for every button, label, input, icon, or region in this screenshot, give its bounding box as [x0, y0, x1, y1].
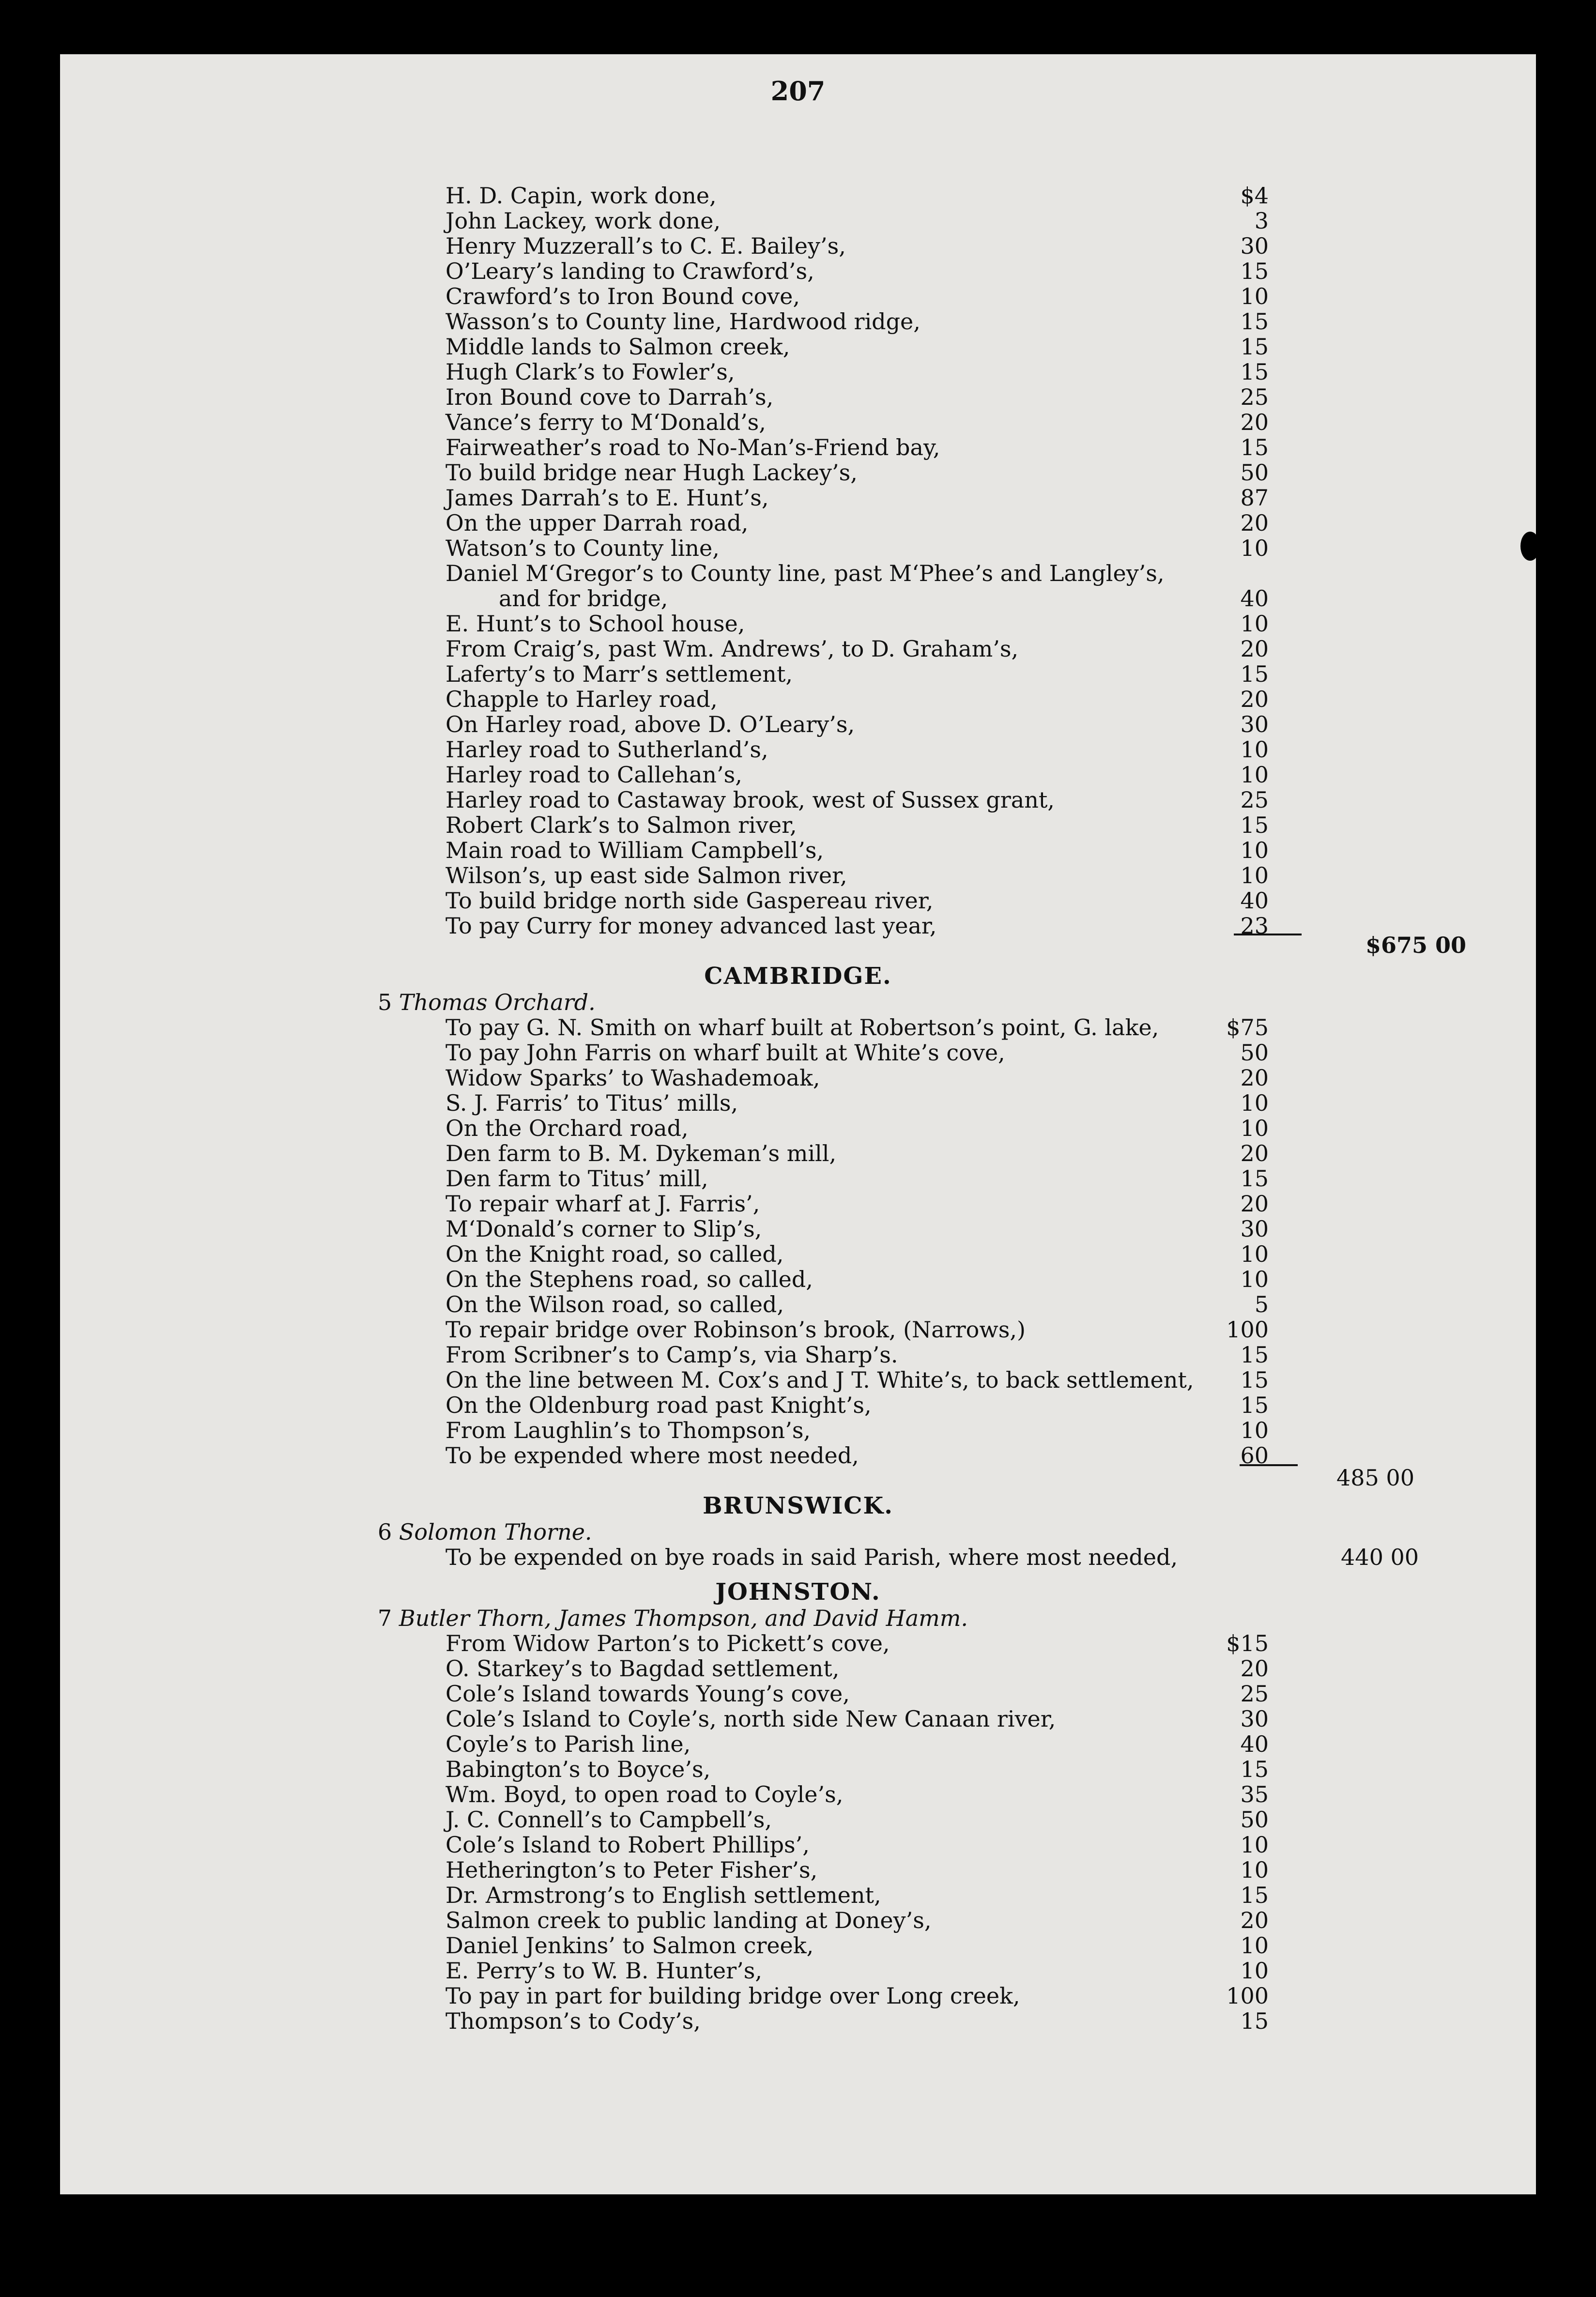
- item-amount: 10: [1240, 1932, 1269, 1959]
- item-description: From Scribner’s to Camp’s, via Sharp’s.: [445, 1342, 898, 1368]
- item-amount: 20: [1240, 1907, 1269, 1933]
- line-item: [0, 687, 1596, 712]
- item-description: On Harley road, above D. O’Leary’s,: [445, 711, 855, 737]
- item-amount: 15: [1240, 661, 1269, 687]
- line-item: [0, 536, 1596, 561]
- line-item: [0, 460, 1596, 485]
- item-amount: 40: [1240, 585, 1269, 612]
- item-amount: 30: [1240, 711, 1269, 737]
- item-amount: 20: [1240, 1140, 1269, 1166]
- commissioner-names: Butler Thorn, James Thompson, and David Hamm.: [399, 1605, 968, 1631]
- line-item: [0, 1040, 1596, 1065]
- line-item: [0, 1241, 1596, 1267]
- item-amount: 10: [1240, 1241, 1269, 1267]
- item-amount: 15: [1240, 812, 1269, 838]
- line-item: [0, 787, 1596, 812]
- item-amount: 10: [1240, 535, 1269, 561]
- item-description: To pay G. N. Smith on wharf built at Robertson’s point, G. lake,: [445, 1014, 1159, 1041]
- item-amount: $15: [1226, 1630, 1269, 1656]
- line-item: [0, 1933, 1596, 1958]
- line-item: [0, 208, 1596, 233]
- line-item: [0, 1883, 1596, 1908]
- line-item: [0, 1757, 1596, 1782]
- item-amount: 15: [1240, 2008, 1269, 2034]
- item-description: J. C. Connell’s to Campbell’s,: [445, 1807, 772, 1833]
- item-description: E. Perry’s to W. B. Hunter’s,: [445, 1958, 762, 1984]
- item-amount: 10: [1240, 1115, 1269, 1141]
- item-amount: 20: [1240, 409, 1269, 435]
- item-description: Dr. Armstrong’s to English settlement,: [445, 1882, 881, 1908]
- page-number: 207: [770, 76, 826, 107]
- line-item: [0, 1393, 1596, 1418]
- item-description: Wm. Boyd, to open road to Coyle’s,: [445, 1781, 844, 1807]
- item-amount: $75: [1226, 1014, 1269, 1041]
- commissioner-names: Solomon Thorne.: [399, 1519, 592, 1545]
- item-description: and for bridge,: [499, 585, 668, 612]
- item-amount: 10: [1240, 1417, 1269, 1443]
- line-item: [0, 1681, 1596, 1706]
- item-amount: 10: [1240, 762, 1269, 788]
- parish-number: 5: [378, 989, 392, 1015]
- line-item: [0, 1983, 1596, 2008]
- line-item: [0, 1292, 1596, 1317]
- item-amount: 10: [1240, 1090, 1269, 1116]
- line-item: [0, 712, 1596, 737]
- item-amount: 15: [1240, 1392, 1269, 1418]
- item-amount: 15: [1240, 359, 1269, 385]
- item-description: From Craig’s, past Wm. Andrews’, to D. Graham’s,: [445, 636, 1019, 662]
- item-description: On the Wilson road, so called,: [445, 1291, 784, 1317]
- line-item: [0, 1116, 1596, 1141]
- item-description: Wasson’s to County line, Hardwood ridge,: [445, 308, 921, 335]
- line-item: [0, 661, 1596, 687]
- item-description: Watson’s to County line,: [445, 535, 720, 561]
- item-description: Vance’s ferry to M‘Donald’s,: [445, 409, 766, 435]
- scan-speck: [1520, 532, 1540, 561]
- section-heading: JOHNSTON.: [715, 1578, 881, 1606]
- total-rule: [1234, 934, 1302, 935]
- item-amount: 10: [1240, 1958, 1269, 1984]
- item-description: To repair bridge over Robinson’s brook, (Narrows,): [445, 1317, 1026, 1343]
- line-item: [0, 259, 1596, 284]
- line-item: [0, 359, 1596, 384]
- line-item: [0, 1191, 1596, 1216]
- item-amount: 30: [1240, 1216, 1269, 1242]
- line-item: [0, 1267, 1596, 1292]
- item-description: To build bridge north side Gaspereau river,: [445, 888, 934, 914]
- item-amount: 10: [1240, 1857, 1269, 1883]
- item-description: On the upper Darrah road,: [445, 510, 749, 536]
- item-amount: 50: [1240, 1040, 1269, 1066]
- line-item: [0, 1090, 1596, 1116]
- item-description: On the Orchard road,: [445, 1115, 689, 1141]
- line-item: [0, 1857, 1596, 1883]
- item-description: E. Hunt’s to School house,: [445, 611, 745, 637]
- section-heading: CAMBRIDGE.: [704, 963, 892, 990]
- item-amount: 20: [1240, 510, 1269, 536]
- line-item: [0, 762, 1596, 787]
- line-item: [0, 1631, 1596, 1656]
- item-amount: $4: [1240, 183, 1269, 209]
- line-item: [0, 1706, 1596, 1731]
- item-description: John Lackey, work done,: [445, 208, 721, 234]
- item-amount: 87: [1240, 485, 1269, 511]
- item-amount: 15: [1240, 1367, 1269, 1393]
- item-amount: 40: [1240, 1731, 1269, 1757]
- item-amount: 15: [1240, 1882, 1269, 1908]
- item-amount: 15: [1240, 258, 1269, 284]
- item-amount: 25: [1240, 384, 1269, 410]
- item-description: O. Starkey’s to Bagdad settlement,: [445, 1655, 840, 1682]
- item-description: To pay John Farris on wharf built at White’s cove,: [445, 1040, 1005, 1066]
- line-item: [0, 410, 1596, 435]
- item-amount: 15: [1240, 1165, 1269, 1192]
- item-description: On the Knight road, so called,: [445, 1241, 784, 1267]
- item-amount: 35: [1240, 1781, 1269, 1807]
- line-item: [0, 334, 1596, 359]
- commissioner-names: Thomas Orchard.: [399, 989, 596, 1015]
- item-amount: 40: [1240, 888, 1269, 914]
- item-description: Chapple to Harley road,: [445, 686, 718, 712]
- line-item: [0, 1342, 1596, 1367]
- item-description: From Laughlin’s to Thompson’s,: [445, 1417, 811, 1443]
- item-description: Daniel Jenkins’ to Salmon creek,: [445, 1932, 814, 1959]
- item-amount: 50: [1240, 459, 1269, 486]
- line-item: [0, 1367, 1596, 1393]
- item-amount: 10: [1240, 283, 1269, 309]
- line-item: [0, 1782, 1596, 1807]
- item-amount: 10: [1240, 611, 1269, 637]
- line-item: [0, 812, 1596, 838]
- item-description: James Darrah’s to E. Hunt’s,: [445, 485, 769, 511]
- item-description: To repair wharf at J. Farris’,: [445, 1191, 760, 1217]
- line-item: [0, 284, 1596, 309]
- item-description: Fairweather’s road to No-Man’s-Friend bay,: [445, 434, 940, 460]
- line-item: [0, 1216, 1596, 1241]
- item-amount: 25: [1240, 787, 1269, 813]
- item-amount: 30: [1240, 1706, 1269, 1732]
- line-item: [0, 1656, 1596, 1681]
- item-description: Den farm to Titus’ mill,: [445, 1165, 708, 1192]
- line-item: [0, 1807, 1596, 1832]
- scan-speck: [15, 2101, 23, 2145]
- item-description: Henry Muzzerall’s to C. E. Bailey’s,: [445, 233, 846, 259]
- item-description: Harley road to Castaway brook, west of Sussex grant,: [445, 787, 1055, 813]
- item-description: Laferty’s to Marr’s settlement,: [445, 661, 793, 687]
- line-item: [0, 1731, 1596, 1757]
- item-amount: 10: [1240, 1832, 1269, 1858]
- item-description: H. D. Capin, work done,: [445, 183, 717, 209]
- item-description: Coyle’s to Parish line,: [445, 1731, 691, 1757]
- line-item: [0, 1958, 1596, 1983]
- item-description: Main road to William Campbell’s,: [445, 837, 824, 863]
- item-amount: 10: [1240, 862, 1269, 888]
- item-description: O’Leary’s landing to Crawford’s,: [445, 258, 814, 284]
- item-description: M‘Donald’s corner to Slip’s,: [445, 1216, 762, 1242]
- line-item: [0, 1015, 1596, 1040]
- item-description: To be expended where most needed,: [445, 1442, 859, 1469]
- item-description: Den farm to B. M. Dykeman’s mill,: [445, 1140, 837, 1166]
- parish-number: 6: [378, 1519, 392, 1545]
- item-description: Widow Sparks’ to Washademoak,: [445, 1065, 820, 1091]
- item-description: On the Oldenburg road past Knight’s,: [445, 1392, 872, 1418]
- item-description: Harley road to Sutherland’s,: [445, 736, 768, 763]
- line-item: [0, 1065, 1596, 1090]
- commissioners-line: [378, 990, 596, 1015]
- section-total: 485 00: [1336, 1465, 1414, 1491]
- section-heading: BRUNSWICK.: [703, 1492, 893, 1519]
- item-description: Cole’s Island towards Young’s cove,: [445, 1681, 850, 1707]
- item-description: On the Stephens road, so called,: [445, 1266, 813, 1292]
- item-description: Cole’s Island to Robert Phillips’,: [445, 1832, 810, 1858]
- line-item: [0, 838, 1596, 863]
- line-item: [0, 183, 1596, 208]
- line-item: [0, 309, 1596, 334]
- item-description: Daniel M‘Gregor’s to County line, past M‘Phee’s and Langley’s,: [445, 560, 1165, 586]
- line-item: [0, 611, 1596, 636]
- item-amount: 15: [1240, 434, 1269, 460]
- item-amount: 100: [1226, 1317, 1269, 1343]
- line-item: [0, 1832, 1596, 1857]
- line-item: [0, 636, 1596, 661]
- item-amount: 60: [1240, 1442, 1269, 1469]
- line-item: [0, 1908, 1596, 1933]
- line-item: [0, 2008, 1596, 2034]
- item-description: Iron Bound cove to Darrah’s,: [445, 384, 774, 410]
- item-amount: 20: [1240, 1191, 1269, 1217]
- item-amount: 440 00: [1341, 1544, 1419, 1570]
- item-description: S. J. Farris’ to Titus’ mills,: [445, 1090, 738, 1116]
- item-amount: 100: [1226, 1983, 1269, 2009]
- item-description: Crawford’s to Iron Bound cove,: [445, 283, 800, 309]
- line-item: [0, 737, 1596, 762]
- item-amount: 15: [1240, 1342, 1269, 1368]
- commissioners-line: [378, 1606, 968, 1631]
- item-amount: 3: [1254, 208, 1269, 234]
- item-amount: 10: [1240, 1266, 1269, 1292]
- line-item: [0, 485, 1596, 510]
- item-amount: 50: [1240, 1807, 1269, 1833]
- line-item: [0, 913, 1596, 938]
- item-description: On the line between M. Cox’s and J T. White’s, to back settlement,: [445, 1367, 1194, 1393]
- item-description: Harley road to Callehan’s,: [445, 762, 742, 788]
- item-description: Wilson’s, up east side Salmon river,: [445, 862, 847, 888]
- line-item: [0, 233, 1596, 259]
- commissioners-line: [378, 1519, 592, 1545]
- item-amount: 10: [1240, 837, 1269, 863]
- item-description: Hetherington’s to Peter Fisher’s,: [445, 1857, 818, 1883]
- item-amount: 15: [1240, 1756, 1269, 1782]
- item-description: To pay Curry for money advanced last year,: [445, 913, 937, 939]
- line-item: [0, 1545, 1596, 1570]
- item-description: Cole’s Island to Coyle’s, north side New Canaan river,: [445, 1706, 1056, 1732]
- section-total: $675 00: [1366, 932, 1467, 958]
- item-description: Thompson’s to Cody’s,: [445, 2008, 701, 2034]
- line-item: [0, 1317, 1596, 1342]
- item-amount: 23: [1240, 913, 1269, 939]
- item-amount: 10: [1240, 736, 1269, 763]
- item-amount: 25: [1240, 1681, 1269, 1707]
- line-item: [0, 1418, 1596, 1443]
- line-item: [0, 586, 1596, 611]
- item-description: Salmon creek to public landing at Doney’s,: [445, 1907, 932, 1933]
- item-amount: 30: [1240, 233, 1269, 259]
- item-description: Hugh Clark’s to Fowler’s,: [445, 359, 735, 385]
- item-amount: 20: [1240, 1065, 1269, 1091]
- item-description: Robert Clark’s to Salmon river,: [445, 812, 797, 838]
- line-item: [0, 561, 1596, 586]
- total-rule: [1240, 1464, 1298, 1466]
- item-amount: 5: [1254, 1291, 1269, 1317]
- item-amount: 20: [1240, 636, 1269, 662]
- line-item: [0, 1141, 1596, 1166]
- item-amount: 15: [1240, 334, 1269, 360]
- item-description: To be expended on bye roads in said Parish, where most needed,: [445, 1544, 1178, 1570]
- item-description: Middle lands to Salmon creek,: [445, 334, 790, 360]
- item-description: To pay in part for building bridge over Long creek,: [445, 1983, 1020, 2009]
- parish-number: 7: [378, 1605, 392, 1631]
- item-description: From Widow Parton’s to Pickett’s cove,: [445, 1630, 890, 1656]
- item-amount: 15: [1240, 308, 1269, 335]
- line-item: [0, 384, 1596, 410]
- line-item: [0, 888, 1596, 913]
- line-item: [0, 510, 1596, 536]
- item-amount: 20: [1240, 686, 1269, 712]
- item-description: To build bridge near Hugh Lackey’s,: [445, 459, 858, 486]
- line-item: [0, 435, 1596, 460]
- line-item: [0, 1166, 1596, 1191]
- item-description: Babington’s to Boyce’s,: [445, 1756, 711, 1782]
- item-amount: 20: [1240, 1655, 1269, 1682]
- line-item: [0, 863, 1596, 888]
